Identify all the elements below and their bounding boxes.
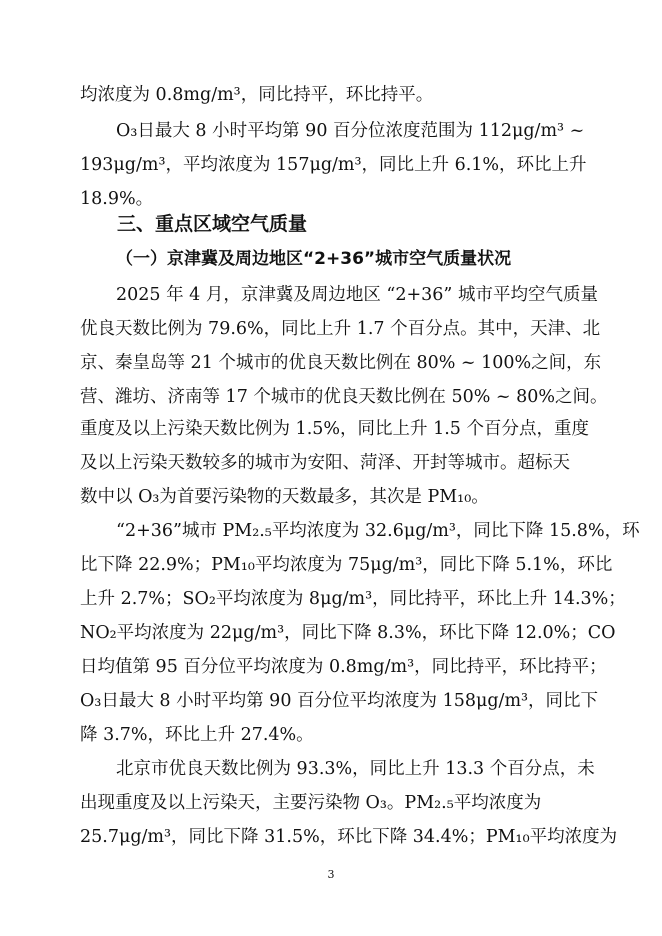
text-line: “2+36”城市 PM₂.₅平均浓度为 32.6μg/m³，同比下降 15.8%，环 — [116, 521, 640, 541]
text-line: 京、秦皇岛等 21 个城市的优良天数比例在 80% ~ 100%之间，东 — [80, 353, 602, 373]
text-line: 193μg/m³，平均浓度为 157μg/m³，同比上升 6.1%，环比上升 — [80, 155, 587, 175]
text-line: 上升 2.7%；SO₂平均浓度为 8μg/m³，同比持平，环比上升 14.3%； — [80, 589, 626, 609]
text-line: O₃日最大 8 小时平均第 90 百分位平均浓度为 158μg/m³，同比下 — [80, 691, 599, 711]
text-line: 营、潍坊、济南等 17 个城市的优良天数比例在 50% ~ 80%之间。 — [80, 387, 608, 407]
text-line: O₃日最大 8 小时平均第 90 百分位浓度范围为 112μg/m³ ~ — [116, 121, 585, 141]
text-line: 均浓度为 0.8mg/m³，同比持平，环比持平。 — [80, 85, 434, 105]
text-line: 2025 年 4 月，京津冀及周边地区 “2+36” 城市平均空气质量 — [116, 285, 598, 305]
text-line: 北京市优良天数比例为 93.3%，同比上升 13.3 个百分点，未 — [116, 759, 595, 779]
text-line: 重度及以上污染天数比例为 1.5%，同比上升 1.5 个百分点，重度 — [80, 419, 589, 439]
text-line: 25.7μg/m³，同比下降 31.5%，环比下降 34.4%；PM₁₀平均浓度为 — [80, 827, 618, 847]
text-line: 日均值第 95 百分位平均浓度为 0.8mg/m³，同比持平，环比持平； — [80, 657, 607, 677]
text-line: NO₂平均浓度为 22μg/m³，同比下降 8.3%，环比下降 12.0%；CO — [80, 623, 616, 643]
page-number: 3 — [327, 868, 335, 881]
text-line: 18.9%。 — [80, 189, 154, 209]
text-line: 降 3.7%，环比上升 27.4%。 — [80, 725, 314, 745]
text-line: 出现重度及以上污染天，主要污染物 O₃。PM₂.₅平均浓度为 — [80, 793, 542, 813]
subsection-heading: （一）京津冀及周边地区“2+36”城市空气质量状况 — [116, 249, 512, 269]
text-line: 及以上污染天数较多的城市为安阳、菏泽、开封等城市。超标天 — [80, 453, 570, 473]
text-line: 比下降 22.9%；PM₁₀平均浓度为 75μg/m³，同比下降 5.1%，环比 — [80, 555, 613, 575]
section-heading: 三、重点区域空气质量 — [117, 213, 308, 235]
text-line: 优良天数比例为 79.6%，同比上升 1.7 个百分点。其中，天津、北 — [80, 319, 601, 339]
text-line: 数中以 O₃为首要污染物的天数最多，其次是 PM₁₀。 — [80, 487, 489, 507]
